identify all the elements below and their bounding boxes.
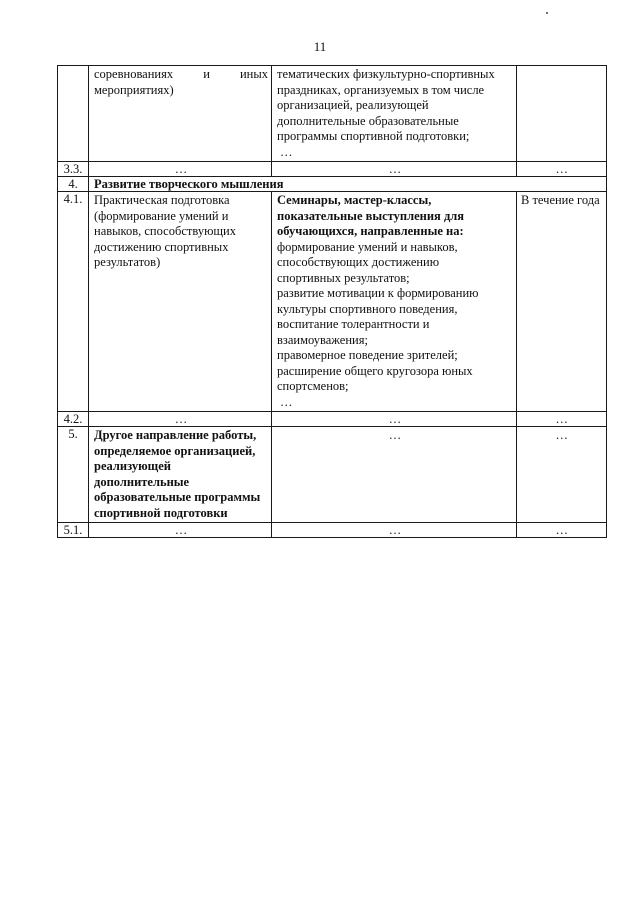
activity-text-line: образовательные программы [94,490,261,504]
table-row-3-3 [58,162,607,177]
activity-text-line: спортивной подготовки [94,505,228,520]
content-text-line: … [280,144,293,159]
row-number-cell: 5.1. [58,523,89,538]
activity-cell: … [89,412,272,427]
content-text-line: взаимоуважения; [277,332,368,347]
activity-text-line: дополнительные [94,474,190,489]
activity-text-line: мероприятиях) [94,82,174,97]
table-row-4-1 [58,192,607,412]
content-text-line: праздниках, организуемых в том числе [277,82,485,97]
activity-text-line: результатов) [94,255,161,269]
content-text-line: правомерное поведение зрителей; [277,348,458,362]
deadline-cell: В течение года [517,192,607,412]
content-text-line: воспитание толерантности и [277,317,430,331]
activity-text-line: (формирование умений и [94,208,229,223]
content-text-line: … [280,394,293,409]
row-number-cell: 3.3. [58,162,89,177]
deadline-cell: … [517,412,607,427]
table-row-section-5 [58,427,607,523]
scan-speck [546,12,548,14]
deadline-cell [517,66,607,162]
row-number-cell: 4.1. [58,192,89,412]
activity-cell: … [89,523,272,538]
content-heading-line: Семинары, мастер-классы, [277,193,432,207]
content-text-line: развитие мотивации к формированию [277,286,479,300]
row-number-cell [58,66,89,162]
content-cell [272,66,517,162]
content-text-line: программы спортивной подготовки; [277,129,470,143]
activity-text-line: определяемое организацией, [94,443,256,458]
activity-text-line: достижению спортивных [94,239,229,254]
activity-cell: … [89,162,272,177]
content-text-line: организацией, реализующей [277,98,429,112]
content-text-line: тематических физкультурно-спортивных [277,67,495,81]
content-text-line: расширение общего кругозора юных [277,363,473,378]
sports-program-table [57,65,607,538]
content-text-line: спортивных результатов; [277,270,410,285]
content-cell: … [272,523,517,538]
table-row-5-1 [58,523,607,538]
content-text-line: спортсменов; [277,379,349,393]
activity-text-line: Практическая подготовка [94,193,230,207]
page-number: 11 [313,39,327,54]
row-number-cell: 5. [58,427,89,523]
activity-justified-line [94,67,268,83]
content-cell: … [272,162,517,177]
deadline-cell: … [517,427,607,523]
activity-word: и [203,67,210,81]
activity-cell [89,427,272,523]
activity-cell [89,66,272,162]
row-number-cell: 4.2. [58,412,89,427]
activity-text-line: навыков, способствующих [94,224,236,238]
activity-word: соревнованиях [94,67,174,81]
content-cell: … [272,412,517,427]
content-text-line: дополнительные образовательные [277,113,459,128]
section-title: Развитие творческого мышления [89,177,607,192]
table-row-4-2 [58,412,607,427]
table-row-section-4 [58,177,607,192]
content-cell [272,192,517,412]
row-number-cell: 4. [58,177,89,192]
activity-text-line: Другое направление работы, [94,428,257,442]
activity-word: иных [239,67,268,81]
activity-text-line: реализующей [94,459,171,473]
deadline-cell: … [517,162,607,177]
deadline-cell: … [517,523,607,538]
content-heading-line: показательные выступления для [277,208,465,223]
content-text-line: способствующих достижению [277,255,440,269]
content-cell: … [272,427,517,523]
table-row-continuation [58,66,607,162]
content-text-line: формирование умений и навыков, [277,239,458,254]
content-heading-line: обучающихся, направленные на: [277,224,464,238]
content-text-line: культуры спортивного поведения, [277,301,458,316]
activity-cell [89,192,272,412]
